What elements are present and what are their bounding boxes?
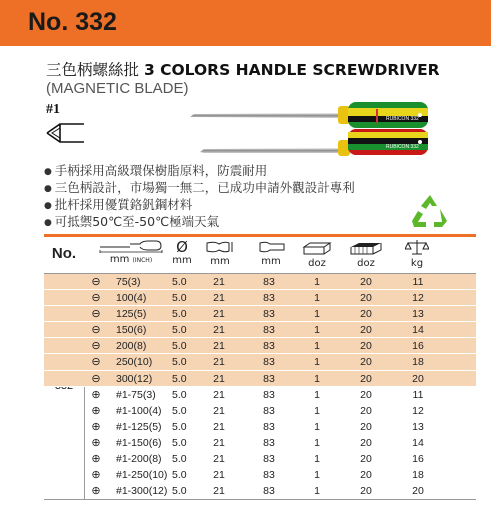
weight-cell: 18 — [412, 356, 424, 369]
pack-doz-cell: 1 — [314, 469, 320, 482]
tip-size-label: #1 — [46, 102, 60, 117]
screwdriver-length-icon — [98, 237, 164, 253]
size-cell: #1-200(8) — [116, 453, 162, 466]
pack-doz-cell: 1 — [314, 356, 320, 369]
weight-cell: 11 — [412, 276, 424, 288]
table-row — [44, 451, 476, 467]
handle-length-cell: 83 — [263, 420, 275, 433]
handle-length-cell: 83 — [263, 469, 275, 482]
weight-cell: 11 — [412, 388, 424, 401]
pack-doz-cell: 1 — [314, 436, 320, 449]
box-doz-cell: 20 — [360, 340, 372, 353]
slotted-tip-icon — [46, 122, 86, 144]
diameter-cell: 5.0 — [172, 324, 187, 337]
table-header — [44, 234, 476, 274]
box-doz-cell: 20 — [360, 324, 372, 337]
table-row — [44, 435, 476, 451]
table-row — [44, 290, 476, 306]
phillips-tip-symbol: ⊕ — [91, 469, 101, 482]
handle-diameter-cell: 21 — [213, 404, 225, 417]
phillips-tip-symbol: ⊕ — [91, 453, 101, 466]
size-cell: 250(10) — [116, 356, 153, 369]
handle-length-cell: 83 — [263, 340, 275, 353]
phillips-tip-symbol: ⊕ — [91, 388, 101, 401]
feature-list — [44, 163, 355, 231]
diameter-cell: 5.0 — [172, 436, 187, 449]
handle-length-cell: 83 — [263, 308, 275, 321]
table-row — [44, 483, 476, 499]
recycle-icon — [410, 193, 450, 229]
slotted-tip-symbol: ⊖ — [91, 356, 101, 369]
pack-doz-cell: 1 — [314, 388, 320, 401]
handle-length-cell: 83 — [263, 356, 275, 369]
diameter-cell: 5.0 — [172, 356, 187, 369]
svg-text:RUBICON 332: RUBICON 332 — [386, 144, 419, 150]
handle-length-cell: 83 — [263, 372, 275, 385]
size-cell: #1-75(3) — [116, 388, 156, 401]
carton-icon — [349, 241, 383, 255]
product-title-zh: 三色柄螺絲批 — [46, 61, 140, 79]
box-doz-cell: 20 — [360, 388, 372, 401]
size-cell: #1-100(4) — [116, 404, 162, 417]
handle-diameter-cell: 21 — [213, 372, 225, 385]
box-doz-cell: 20 — [360, 372, 372, 385]
table-row — [44, 322, 476, 338]
box-doz-cell: 20 — [360, 453, 372, 466]
slotted-tip-symbol: ⊖ — [91, 308, 101, 321]
diameter-column-header: Ø mm — [172, 238, 192, 266]
handle-length-cell: 83 — [263, 388, 275, 401]
box-doz-cell: 20 — [360, 469, 372, 482]
diameter-cell: 5.0 — [172, 372, 187, 385]
handle-diameter-cell: 21 — [213, 324, 225, 337]
handle-diameter-cell: 21 — [213, 453, 225, 466]
diameter-cell: 5.0 — [172, 469, 187, 482]
size-cell: 75(3) — [116, 276, 141, 288]
weight-cell: 14 — [412, 436, 424, 449]
handle-length-icon — [256, 241, 286, 253]
handle-length-cell: 83 — [263, 292, 275, 305]
handle-diameter-cell: 21 — [213, 485, 225, 498]
size-cell: 300(12) — [116, 372, 153, 385]
weight-cell: 18 — [412, 469, 424, 482]
pack-doz-cell: 1 — [314, 308, 320, 321]
handle-diameter-cell: 21 — [213, 292, 225, 305]
pack-doz-cell: 1 — [314, 292, 320, 305]
diameter-cell: 5.0 — [172, 276, 187, 288]
handle-diameter-cell: 21 — [213, 420, 225, 433]
diameter-cell: 5.0 — [172, 453, 187, 466]
size-cell: #1-300(12) — [116, 485, 168, 498]
slotted-tip-symbol: ⊖ — [91, 340, 101, 353]
slotted-screwdriver — [190, 102, 428, 128]
pack-doz-cell: 1 — [314, 340, 320, 353]
diameter-cell: 5.0 — [172, 404, 187, 417]
phillips-tip-symbol: ⊕ — [91, 436, 101, 449]
size-cell: #1-250(10) — [116, 469, 168, 482]
feature-item: ● 三色柄設計，市場獨一無二，已成功申請外觀設計專利 — [44, 180, 355, 197]
size-cell: #1-150(6) — [116, 436, 162, 449]
table-row — [44, 419, 476, 435]
pack-doz-cell: 1 — [314, 485, 320, 498]
size-cell: 150(6) — [116, 324, 147, 337]
handle-diameter-cell: 21 — [213, 356, 225, 369]
weight-cell: 20 — [412, 372, 424, 385]
size-cell: 100(4) — [116, 292, 147, 305]
weight-cell: 20 — [412, 485, 424, 498]
phillips-tip-symbol: ⊕ — [91, 420, 101, 433]
handle-length-header: mm — [254, 241, 288, 267]
pack-doz-cell: 1 — [314, 324, 320, 337]
handle-length-cell: 83 — [263, 404, 275, 417]
scale-icon — [405, 239, 429, 255]
table-row — [44, 354, 476, 370]
table-row — [44, 338, 476, 354]
handle-diameter-cell: 21 — [213, 388, 225, 401]
pack-doz-cell: 1 — [314, 420, 320, 433]
table-row — [44, 306, 476, 322]
handle-diameter-cell: 21 — [213, 276, 225, 288]
handle-length-cell: 83 — [263, 436, 275, 449]
handle-length-cell: 83 — [263, 276, 275, 288]
product-subtitle: (MAGNETIC BLADE) — [46, 80, 189, 97]
table-row — [44, 387, 476, 403]
phillips-screwdriver — [200, 129, 428, 156]
table-row — [44, 274, 476, 290]
handle-diameter-header: mm — [204, 241, 236, 267]
slotted-tip-symbol: ⊖ — [91, 324, 101, 337]
table-row — [44, 403, 476, 419]
size-column-header: mm (INCH) — [96, 237, 166, 265]
diameter-cell: 5.0 — [172, 420, 187, 433]
handle-diameter-cell: 21 — [213, 308, 225, 321]
weight-cell: 12 — [412, 404, 424, 417]
phillips-tip-symbol: ⊕ — [91, 485, 101, 498]
pack-icon — [302, 241, 332, 255]
pack-doz-cell: 1 — [314, 276, 320, 288]
diameter-cell: 5.0 — [172, 485, 187, 498]
box-doz-header: doz — [348, 241, 384, 269]
size-cell: #1-125(5) — [116, 420, 162, 433]
diameter-cell: 5.0 — [172, 388, 187, 401]
pack-doz-header: doz — [302, 241, 332, 269]
feature-item: ● 批杆採用優質鉻釩鋼材料 — [44, 197, 355, 214]
box-doz-cell: 20 — [360, 292, 372, 305]
screwdriver-images — [190, 86, 430, 156]
table-body — [44, 274, 476, 500]
slotted-tip-symbol: ⊖ — [91, 372, 101, 385]
box-doz-cell: 20 — [360, 308, 372, 321]
pack-doz-cell: 1 — [314, 404, 320, 417]
handle-length-cell: 83 — [263, 485, 275, 498]
pack-doz-cell: 1 — [314, 372, 320, 385]
slotted-tip-symbol: ⊖ — [91, 292, 101, 305]
pack-doz-cell: 1 — [314, 453, 320, 466]
weight-header: kg — [402, 239, 432, 269]
handle-diameter-cell: 21 — [213, 340, 225, 353]
slotted-tip-symbol: ⊖ — [91, 276, 101, 288]
handle-length-cell: 83 — [263, 324, 275, 337]
handle-length-cell: 83 — [263, 453, 275, 466]
diameter-cell: 5.0 — [172, 340, 187, 353]
diameter-cell: 5.0 — [172, 308, 187, 321]
weight-cell: 16 — [412, 453, 424, 466]
model-number: No. 332 — [28, 8, 117, 36]
feature-item: ● 可抵禦50℃至-50℃極端天氣 — [44, 214, 355, 231]
table-row — [44, 371, 476, 387]
handle-diameter-cell: 21 — [213, 469, 225, 482]
box-doz-cell: 20 — [360, 436, 372, 449]
box-doz-cell: 20 — [360, 356, 372, 369]
size-cell: 125(5) — [116, 308, 147, 321]
weight-cell: 12 — [412, 292, 424, 305]
feature-item: ● 手柄採用高級環保樹脂原料，防震耐用 — [44, 163, 355, 180]
box-doz-cell: 20 — [360, 420, 372, 433]
table-row — [44, 467, 476, 483]
box-doz-cell: 20 — [360, 485, 372, 498]
phillips-tip-symbol: ⊕ — [91, 404, 101, 417]
handle-diameter-cell: 21 — [213, 436, 225, 449]
weight-cell: 13 — [412, 308, 424, 321]
no-column-header: No. — [51, 245, 77, 262]
weight-cell: 16 — [412, 340, 424, 353]
product-title-en: 3 COLORS HANDLE SCREWDRIVER — [143, 61, 440, 79]
handle-diameter-icon — [205, 241, 235, 253]
spec-table — [44, 234, 476, 500]
box-doz-cell: 20 — [360, 404, 372, 417]
product-title — [46, 58, 440, 80]
box-doz-cell: 20 — [360, 276, 372, 288]
diameter-cell: 5.0 — [172, 292, 187, 305]
weight-cell: 14 — [412, 324, 424, 337]
size-cell: 200(8) — [116, 340, 147, 353]
svg-text:RUBICON 332: RUBICON 332 — [386, 116, 419, 122]
weight-cell: 13 — [412, 420, 424, 433]
